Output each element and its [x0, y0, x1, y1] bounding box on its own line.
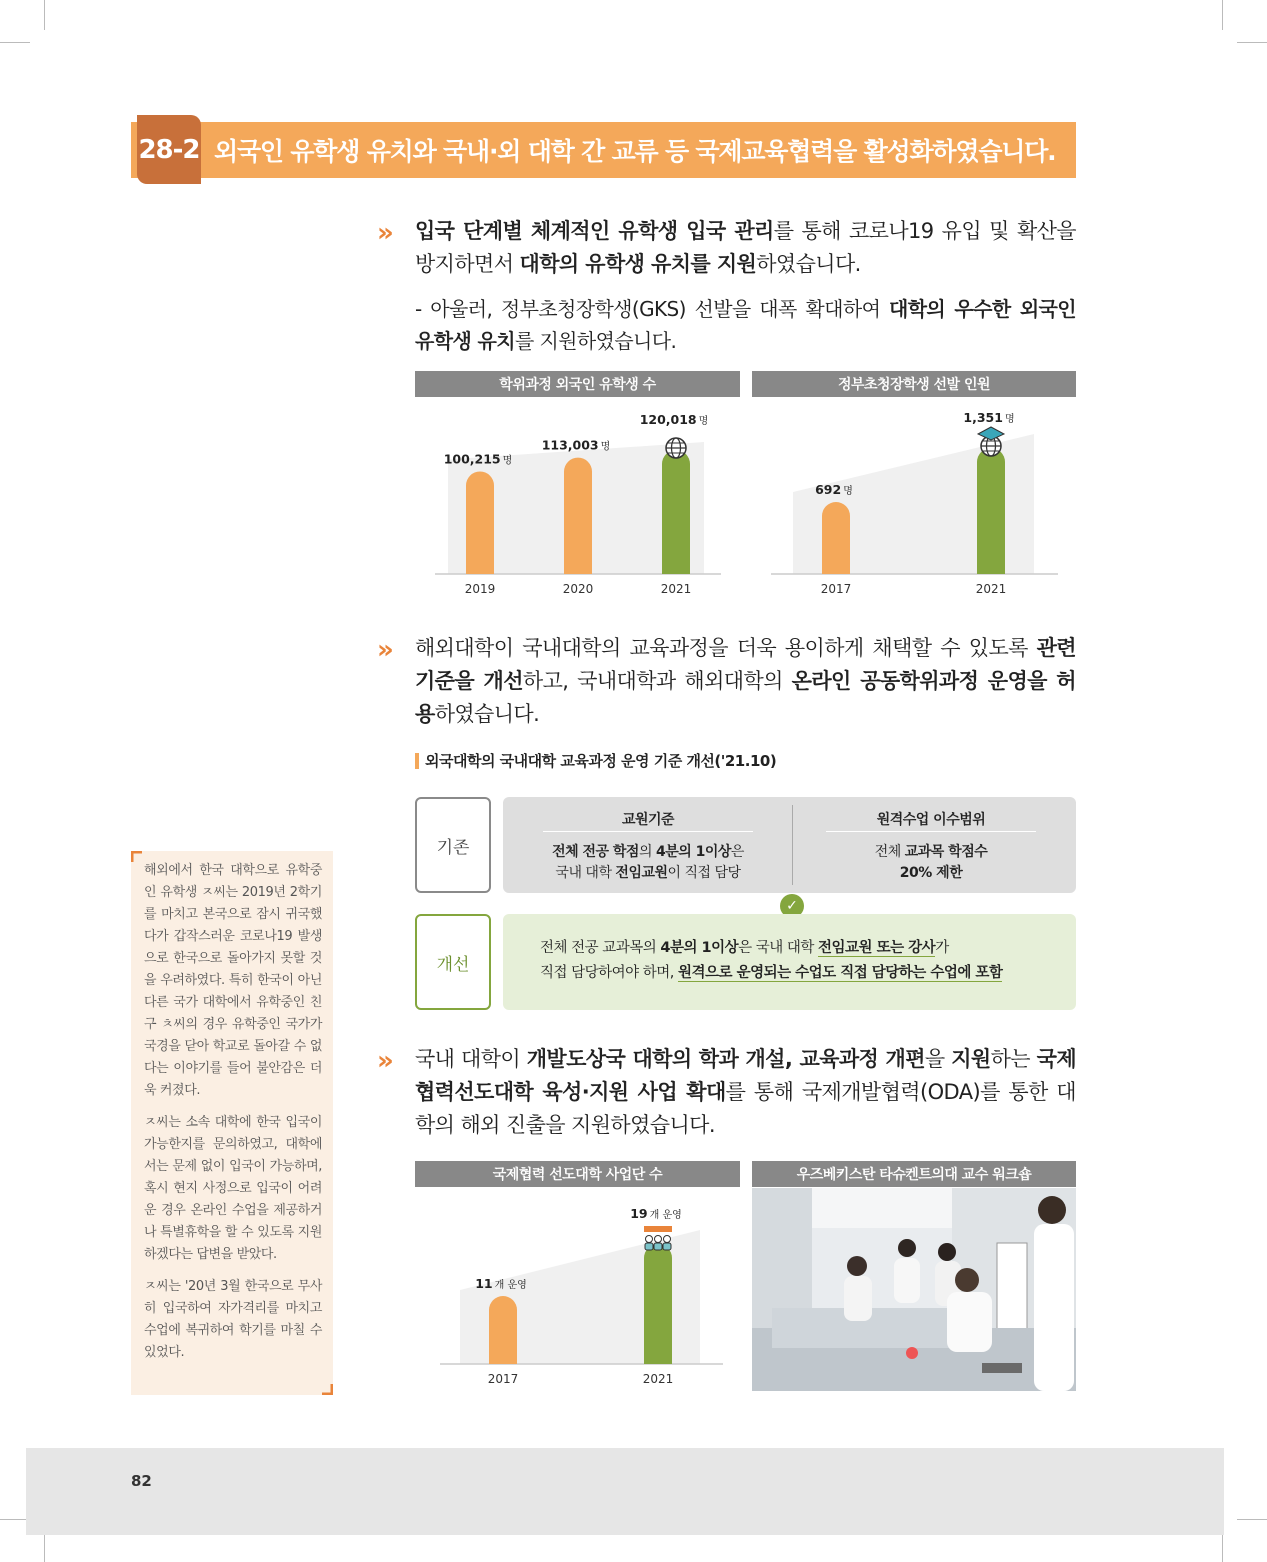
col-head-remote: 원격수업 이수범위 [876, 812, 986, 828]
tick-label: 2020 [562, 582, 594, 596]
crop-mark [44, 0, 45, 30]
corner-bracket-icon [131, 851, 143, 863]
bar [662, 450, 690, 574]
col-body-faculty: 전체 전공 학점의 4분의 1이상은 국내 대학 전임교원이 직접 담당 [552, 844, 744, 881]
col-line [543, 831, 753, 832]
col-separator [792, 805, 793, 885]
page-number: 82 [131, 1472, 152, 1490]
section-title: 외국인 유학생 유치와 국내·외 대학 간 교류 등 국제교육협력을 활성화하였습니다. [214, 137, 1056, 166]
crop-mark [44, 1535, 45, 1562]
bar [822, 502, 850, 574]
section-number: 28-2 [137, 115, 201, 184]
existing-label: 기존 [415, 797, 491, 893]
tick-label: 2021 [642, 1372, 674, 1386]
bar [644, 1244, 672, 1364]
chart-title-leading-univ: 국제협력 선도대학 사업단 수 [415, 1161, 740, 1187]
side-note-text: 해외에서 한국 대학으로 유학중인 유학생 ㅈ씨는 2019년 2학기를 마치고 본국으로 잠시 귀국했다가 갑작스러운 코로나19 발생으로 한국으로 돌아가지 못할 것을 우려하였다. 특히 한국이 아닌 다른 국가 대학에서 유학중인 친구 ㅊ씨의 경우 유학중인 국가가 국경을 닫아 학교로 돌아갈 수 없다는 이야기를 들어 불안감은 더욱 커졌다. ㅈ씨는 소속 대학에 한국 입국이 가능한지를 문의하였고, 대학에서는 문제 없이 입국이 가능하며, 혹시 현지 사정으로 입국이 어려운 경우 온라인 수업을 제공하거나 특별휴학을 할 수 있도록 지원하겠다는 답변을 받았다. ㅈ씨는 '20년 3월 한국으로 무사히 입국하여 자가격리를 마치고 수업에 복귀하여 학기를 마칠 수 있었다. [144, 863, 322, 1360]
crop-mark [1222, 0, 1223, 30]
data-label: 100,215 명 [443, 451, 513, 467]
improved-text: 전체 전공 교과목의 4분의 1이상은 국내 대학 전임교원 또는 강사가 직접 담당하여야 하며, 원격으로 운영되는 수업도 직접 담당하는 수업에 포함 [540, 940, 1003, 981]
bar [564, 458, 592, 574]
data-label: 692 명 [815, 482, 853, 497]
tick-label: 2019 [464, 582, 496, 596]
paragraph-3: 국내 대학이 개발도상국 대학의 학과 개설, 교육과정 개편을 지원하는 국제협력선도대학 육성·지원 사업 확대를 통해 국제개발협력(ODA)를 통한 대학의 해외 진출을 지원하였습니다. [415, 1047, 1077, 1137]
chart-leading-univ [415, 1190, 740, 1395]
tick-label: 2017 [820, 582, 852, 596]
tick-label: 2021 [660, 582, 692, 596]
bar [977, 448, 1005, 574]
graduation-globe-icon [978, 427, 1004, 456]
page-footer [26, 1448, 1224, 1535]
crop-mark [1222, 1535, 1223, 1562]
improved-label: 개선 [415, 914, 491, 1010]
bar [489, 1296, 517, 1364]
crop-mark [1237, 42, 1267, 43]
paragraph-2: 해외대학이 국내대학의 교육과정을 더욱 용이하게 채택할 수 있도록 관련 기준을 개선하고, 국내대학과 해외대학의 온라인 공동학위과정 운영을 허용하였습니다. [415, 636, 1076, 726]
crop-mark [1237, 1519, 1267, 1520]
chart-title-students: 학위과정 외국인 유학생 수 [415, 371, 740, 397]
workshop-photo [752, 1188, 1076, 1391]
globe-icon [666, 438, 686, 458]
data-label: 113,003 명 [541, 437, 611, 453]
chart-title-gks: 정부초청장학생 선발 인원 [752, 371, 1076, 397]
data-label: 11 개 운영 [475, 1276, 527, 1291]
tick-label: 2021 [975, 582, 1007, 596]
chart-gks [752, 400, 1076, 605]
col-line [826, 831, 1036, 832]
bar [466, 471, 494, 574]
chevron-icon: » [377, 1046, 388, 1076]
data-label: 120,018 명 [639, 412, 709, 427]
chart-students [415, 400, 740, 605]
chevron-icon: » [377, 635, 388, 665]
data-label: 19 개 운영 [630, 1206, 682, 1221]
people-icon [644, 1226, 672, 1250]
data-label: 1,351 명 [963, 410, 1015, 425]
sub-paragraph-1: - 아울러, 정부초청장학생(GKS) 선발을 대폭 확대하여 대학의 우수한 외국인 유학생 유치를 지원하였습니다. [415, 297, 1076, 353]
checkmark-down-icon: ✓ [780, 894, 804, 918]
chevron-icon: » [377, 218, 388, 248]
crop-mark [0, 42, 30, 43]
tick-label: 2017 [487, 1372, 519, 1386]
photo-title-workshop: 우즈베키스탄 타슈켄트의대 교수 워크숍 [752, 1161, 1076, 1187]
col-body-remote: 전체 교과목 학점수 20% 제한 [874, 844, 988, 881]
corner-bracket-icon [321, 1383, 333, 1395]
table-title: 외국대학의 국내대학 교육과정 운영 기준 개선('21.10) [415, 750, 776, 771]
paragraph-1: 입국 단계별 체계적인 유학생 입국 관리를 통해 코로나19 유입 및 확산을 방지하면서 대학의 유학생 유치를 지원하였습니다. [415, 219, 1076, 276]
col-head-faculty: 교원기준 [621, 812, 675, 828]
